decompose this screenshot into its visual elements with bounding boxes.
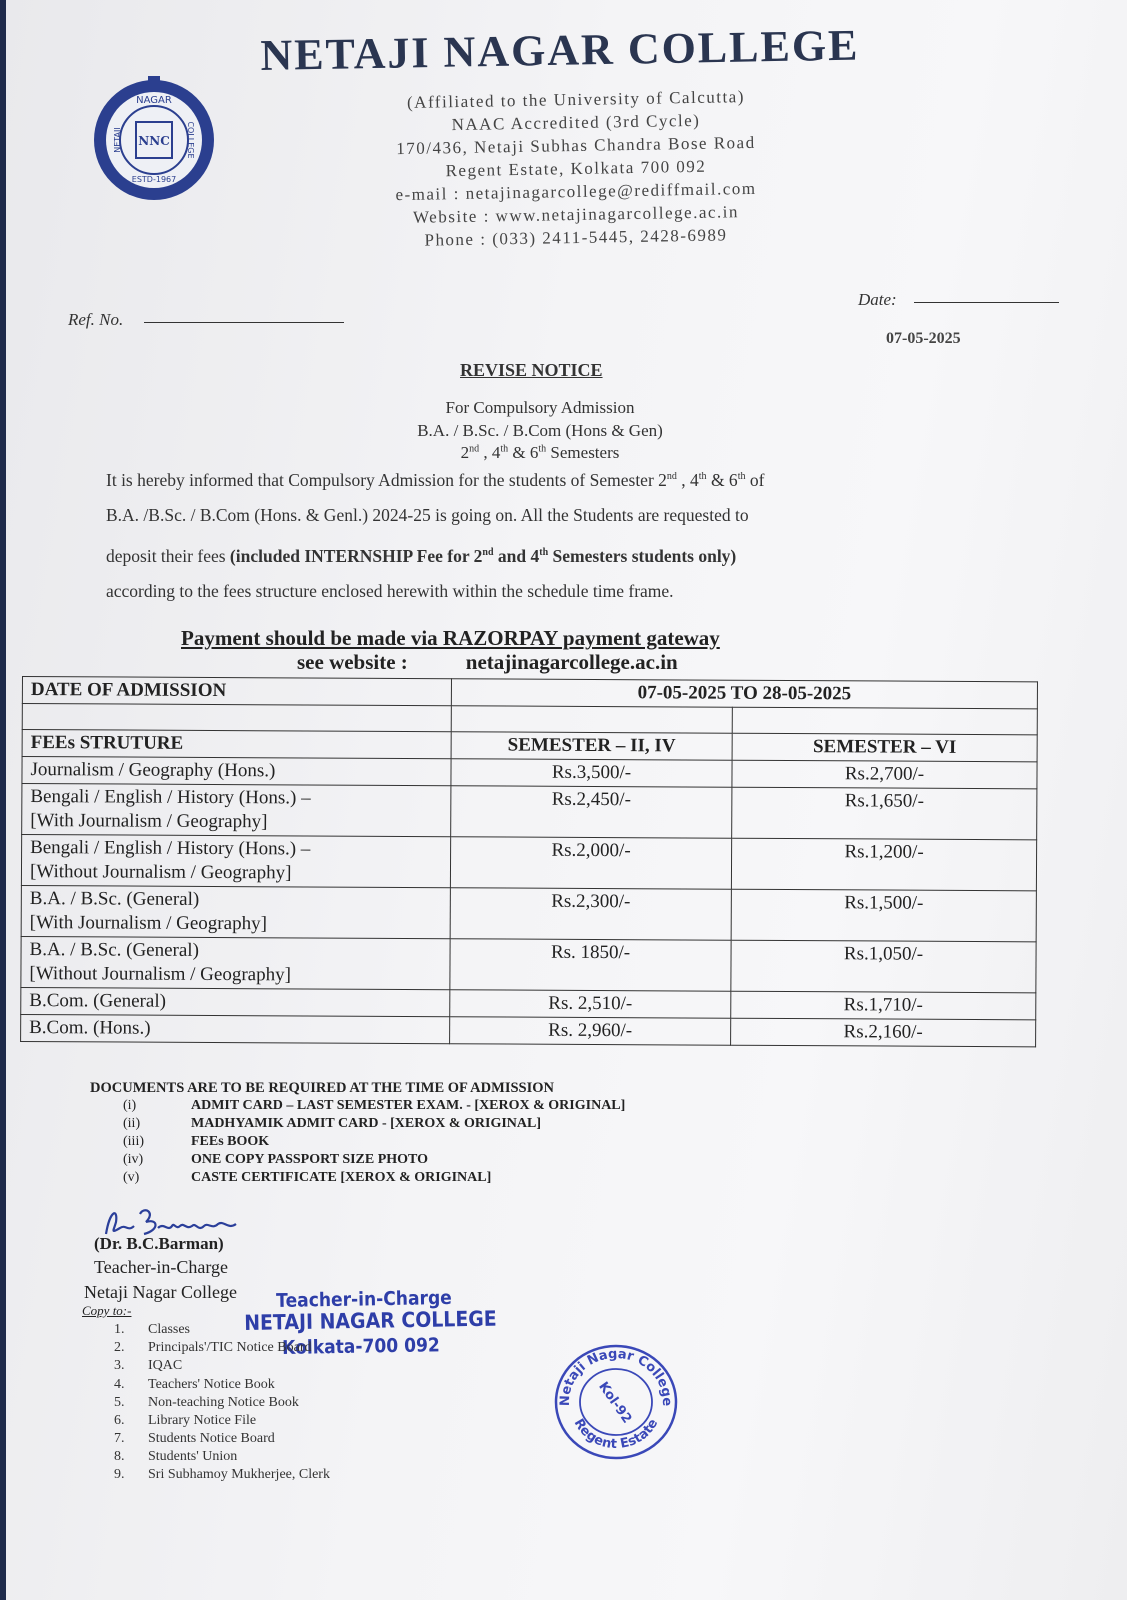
header-semester-6: SEMESTER – VI — [732, 733, 1037, 762]
ref-underline — [144, 322, 344, 323]
website-label: see website : — [297, 650, 408, 674]
signatory-name: (Dr. B.C.Barman) — [94, 1234, 224, 1253]
svg-text:Netaji Nagar College: Netaji Nagar College — [557, 1346, 675, 1407]
website-value: netajinagarcollege.ac.in — [465, 650, 678, 674]
admission-date-label: DATE OF ADMISSION — [22, 677, 451, 706]
course-name: Journalism / Geography (Hons.) — [30, 759, 276, 782]
svg-text:NETAJI: NETAJI — [113, 127, 122, 153]
list-item: 8. Students' Union — [114, 1449, 238, 1464]
fees-table — [20, 676, 1038, 1047]
website-reference — [297, 650, 678, 675]
notice-subtitle-1: For Compulsory Admission — [445, 398, 635, 417]
stamp-role: Teacher-in-Charge — [276, 1286, 452, 1312]
list-item: 4. Teachers' Notice Book — [114, 1377, 275, 1392]
fee-sem-6: Rs.1,710/- — [731, 991, 1036, 1020]
naac-line: NAAC Accredited (3rd Cycle) — [451, 110, 701, 135]
fee-sem-6: Rs.2,700/- — [732, 760, 1037, 789]
list-item: 9. Sri Subhamoy Mukherjee, Clerk — [114, 1467, 330, 1482]
fee-sem-2-4: Rs.3,500/- — [451, 759, 732, 787]
list-item: 7. Students Notice Board — [114, 1431, 275, 1446]
course-note: [With Journalism / Geography] — [30, 810, 268, 833]
copy-to-label: Copy to:- — [82, 1303, 132, 1318]
list-item: 6. Library Notice File — [114, 1413, 257, 1428]
fee-sem-6: Rs.1,050/- — [731, 940, 1036, 993]
admission-date-range: 07-05-2025 TO 28-05-2025 — [451, 679, 1037, 709]
notice-paragraph-line-2: B.A. /B.Sc. / B.Com (Hons. & Genl.) 2024-25 is going on. All the Students are requested to — [106, 505, 749, 525]
fee-sem-2-4: Rs. 2,510/- — [450, 990, 731, 1018]
fee-sem-6: Rs.1,500/- — [731, 889, 1036, 942]
svg-text:NAGAR: NAGAR — [136, 95, 172, 106]
affiliation-line: (Affiliated to the University of Calcutta) — [406, 87, 746, 112]
fee-sem-2-4: Rs.2,000/- — [450, 837, 731, 889]
signatory-role: Teacher-in-Charge — [94, 1257, 228, 1277]
list-item: (iii) FEEs BOOK — [123, 1134, 270, 1149]
list-item: (iv) ONE COPY PASSPORT SIZE PHOTO — [123, 1152, 429, 1167]
svg-text:Regent Estate: Regent Estate — [570, 1416, 662, 1453]
date-value: 07-05-2025 — [886, 330, 961, 347]
website-line: Website : www.netajinagarcollege.ac.in — [412, 202, 740, 227]
table-row — [21, 1014, 1036, 1046]
course-note: [With Journalism / Geography] — [29, 912, 267, 935]
course-name: Bengali / English / History (Hons.) – — [30, 786, 311, 809]
fee-sem-2-4: Rs. 1850/- — [450, 939, 731, 991]
notice-title: REVISE NOTICE — [460, 360, 603, 380]
list-item: (ii) MADHYAMIK ADMIT CARD - [XEROX & ORIGINAL] — [123, 1116, 541, 1131]
table-row — [22, 784, 1037, 840]
date-label: Date: — [858, 290, 897, 309]
header-semester-2-4: SEMESTER – II, IV — [451, 732, 732, 760]
header-fees-structure: FEEs STRUTURE — [22, 730, 451, 759]
phone-line: Phone : (033) 2411-5445, 2428-6989 — [424, 225, 728, 250]
city-line: Regent Estate, Kolkata 700 092 — [445, 156, 707, 181]
list-item: (i) ADMIT CARD – LAST SEMESTER EXAM. - [XEROX & ORIGINAL] — [123, 1098, 626, 1113]
table-row — [21, 936, 1036, 992]
course-name: B.Com. (Hons.) — [29, 1017, 151, 1039]
notice-subtitle-3: 2nd , 4th & 6th Semesters — [460, 443, 620, 462]
documents-heading: DOCUMENTS ARE TO BE REQUIRED AT THE TIME OF ADMISSION — [90, 1080, 554, 1096]
notice-subtitle-2: B.A. / B.Sc. / B.Com (Hons & Gen) — [417, 421, 663, 440]
svg-text:COLLEGE: COLLEGE — [186, 121, 195, 159]
course-note: [Without Journalism / Geography] — [29, 861, 292, 884]
notice-paper — [6, 0, 1127, 1600]
notice-paragraph-line-3: deposit their fees (included INTERNSHIP Fee for 2nd and 4th Semesters students only) — [106, 545, 737, 566]
notice-paragraph-line-1: It is hereby informed that Compulsory Admission for the students of Semester 2nd , 4th & 6th of — [106, 469, 765, 490]
round-seal-stamp — [551, 1340, 681, 1460]
college-name: NETAJI NAGAR COLLEGE — [260, 20, 860, 80]
svg-text:NNC: NNC — [138, 134, 170, 148]
list-item: (v) CASTE CERTIFICATE [XEROX & ORIGINAL] — [123, 1170, 492, 1185]
fee-sem-6: Rs.1,650/- — [732, 787, 1037, 840]
svg-text:ESTD-1967: ESTD-1967 — [131, 175, 177, 184]
list-item: 1. Classes — [114, 1322, 190, 1337]
course-name: B.Com. (General) — [29, 990, 167, 1012]
stamp-college: NETAJI NAGAR COLLEGE — [244, 1306, 497, 1335]
college-logo — [90, 76, 218, 204]
course-name: B.A. / B.Sc. (General) — [29, 888, 200, 910]
notice-paragraph-line-4: according to the fees structure enclosed herewith within the schedule time frame. — [106, 581, 674, 601]
table-row — [21, 835, 1036, 891]
fee-sem-2-4: Rs.2,450/- — [451, 786, 732, 838]
email-line: e-mail : netajinagarcollege@rediffmail.com — [395, 178, 757, 205]
stamp-city: Kolkata-700 092 — [282, 1334, 440, 1359]
date-underline — [914, 302, 1059, 303]
address-line: 170/436, Netaji Subhas Chandra Bose Road — [396, 132, 756, 159]
fee-sem-2-4: Rs. 2,960/- — [450, 1017, 731, 1045]
table-row — [21, 885, 1036, 941]
payment-instruction: Payment should be made via RAZORPAY payment gateway — [181, 626, 720, 650]
course-name: Bengali / English / History (Hons.) – — [30, 837, 311, 860]
fee-sem-6: Rs.2,160/- — [731, 1018, 1036, 1047]
fee-sem-2-4: Rs.2,300/- — [450, 888, 731, 940]
list-item: 2. Principals'/TIC Notice Board — [114, 1340, 312, 1355]
course-note: [Without Journalism / Geography] — [29, 963, 291, 986]
fee-sem-6: Rs.1,200/- — [731, 838, 1036, 891]
list-item: 3. IQAC — [114, 1358, 183, 1373]
svg-text:Kol-92: Kol-92 — [595, 1379, 635, 1427]
signatory-college: Netaji Nagar College — [84, 1282, 237, 1302]
course-name: B.A. / B.Sc. (General) — [29, 939, 200, 961]
ref-label: Ref. No. — [68, 310, 124, 329]
list-item: 5. Non-teaching Notice Book — [114, 1395, 299, 1410]
